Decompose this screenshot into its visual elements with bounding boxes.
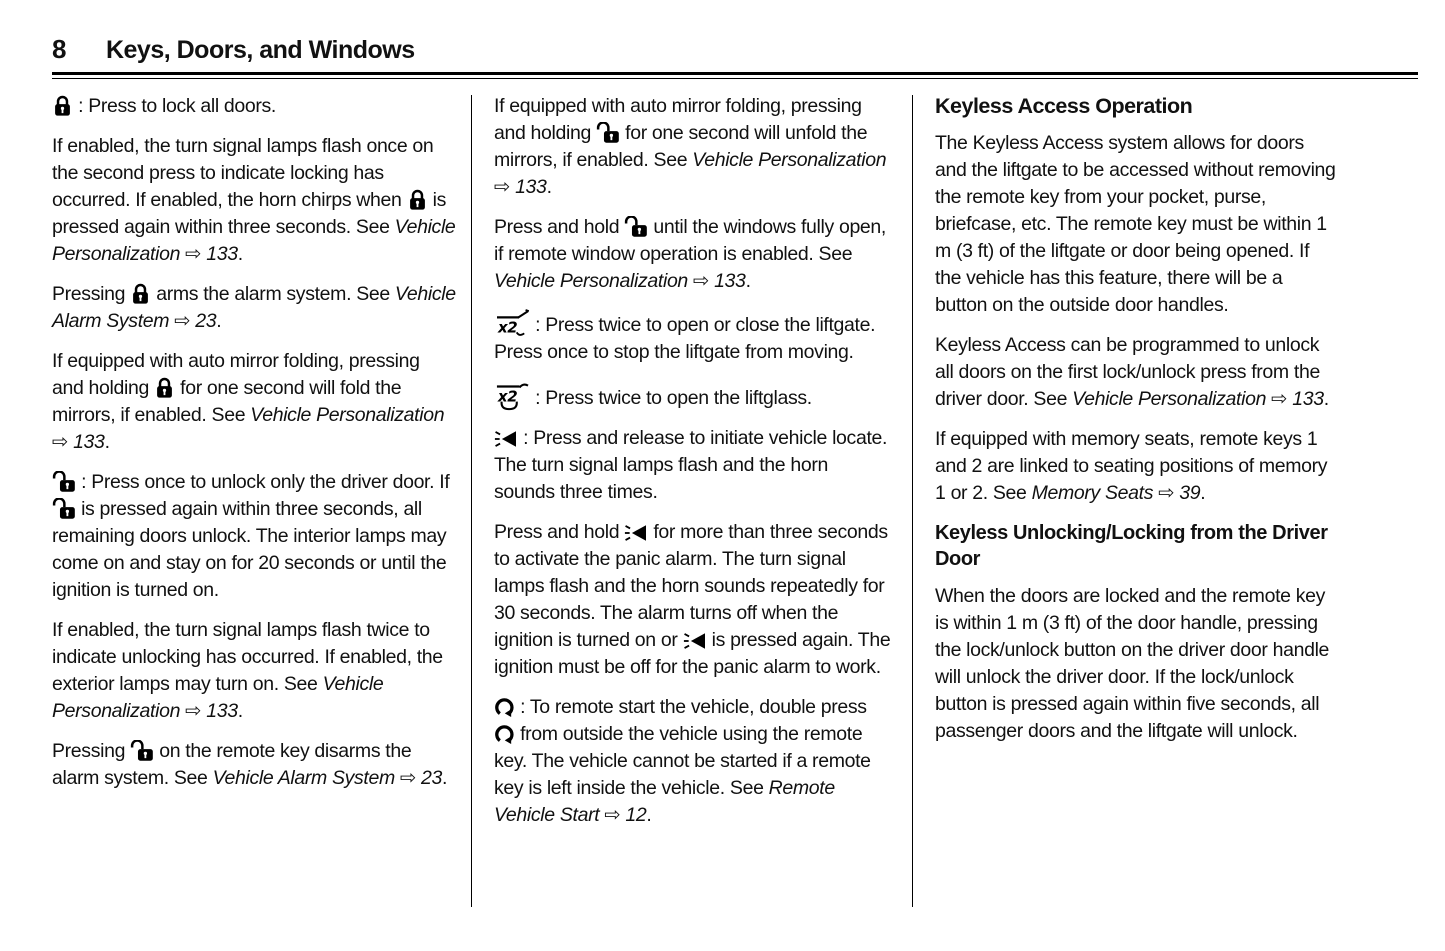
cross-reference: Vehicle Personalization [1072,388,1267,410]
liftglass-x2-icon [494,379,530,411]
paragraph: x2 : Press twice to open the liftglass. [494,379,892,412]
cross-reference: 23 [195,310,217,332]
cross-reference: Remote Vehicle Start [494,777,835,826]
paragraph: x2 : Press twice to open or close the liftgate. Press once to stop the liftgate from moving. [494,308,892,366]
paragraph: Pressing on the remote key disarms the alarm system. See Vehicle Alarm System ⇨ 23. [52,740,448,789]
cross-reference: 133 [714,270,746,292]
cross-reference: Vehicle Personalization [250,404,445,426]
three-column-layout [52,93,1418,907]
paragraph: If equipped with memory seats, remote keys 1 and 2 are linked to seating positions of memory 1 or 2. See Memory Seats ⇨ 39. [935,428,1328,504]
cross-reference: 12 [625,804,647,826]
cross-reference: Vehicle Personalization [692,149,887,171]
page-title: Keys, Doors, and Windows [105,36,415,64]
cross-reference: Vehicle Alarm System [212,767,395,789]
column-1 [52,93,456,907]
cross-reference: 23 [421,767,442,789]
lock-closed-icon [407,189,428,211]
cross-reference: 39 [1179,482,1201,504]
cross-reference: 133 [73,431,105,453]
column-3 [935,93,1339,907]
cross-reference: Memory Seats [1031,482,1154,504]
cross-reference: Vehicle Alarm System [52,283,456,332]
header-rule [52,72,1418,79]
cross-reference: Vehicle Personalization [52,673,384,722]
paragraph: When the doors are locked and the remote key is within 1 m (3 ft) of the door handle, pressing the lock/unlock button on the driver door handle will unlock the driver door. If the lock/unlock button is pressed again within five seconds, all passenger doors and the liftgate will unlock. [935,585,1330,742]
paragraph: : Press to lock all doors. [52,93,456,120]
cross-reference: 133 [1292,388,1324,410]
paragraph: Pressing arms the alarm system. See Vehicle Alarm System ⇨ 23. [52,283,456,332]
vehicle-locate-horn-icon [624,523,648,543]
paragraph: : Press and release to initiate vehicle locate. The turn signal lamps flash and the horn sounds three times. [494,427,888,503]
svg-text:x2: x2 [497,318,518,337]
sub-heading: Keyless Unlocking/Locking from the Driver Door [935,522,1328,570]
lock-closed-icon [154,377,175,399]
cross-reference: 133 [206,243,238,265]
paragraph: : Press once to unlock only the driver door. If is pressed again within three seconds, all remaining doors unlock. The interior lamps may come on and stay on for 20 seconds or until the ignition is turned on. [52,471,450,601]
paragraph: Keyless Access can be programmed to unlock all doors on the first lock/unlock press from the driver door. See Vehicle Personalization ⇨ 133. [935,334,1329,410]
paragraph: If equipped with auto mirror folding, pressing and holding for one second will fold the mirrors, if enabled. See Vehicle Personalization ⇨ 133. [52,350,445,453]
paragraph: If equipped with auto mirror folding, pressing and holding for one second will unfold the mirrors, if enabled. See Vehicle Personalization ⇨ 133. [494,95,887,198]
cross-reference: Vehicle Personalization [494,270,688,292]
remote-start-icon [494,696,515,718]
svg-text:x2: x2 [497,387,518,406]
cross-reference: 133 [515,176,547,198]
cross-reference: Vehicle Personalization [52,216,456,265]
liftgate-x2-icon [494,308,530,338]
paragraph: : To remote start the vehicle, double press from outside the vehicle using the remote key. The vehicle cannot be started if a remote key is left inside the vehicle. See Remote Vehicle Start ⇨ 12. [494,696,871,826]
paragraph: If enabled, the turn signal lamps flash once on the second press to indicate locking has occurred. If enabled, the horn chirps when is pressed again within three seconds. See Vehicle Personalization ⇨ 133. [52,135,456,265]
cross-reference: 133 [206,700,238,722]
lock-open-icon [596,122,620,144]
paragraph: The Keyless Access system allows for doors and the liftgate to be accessed without removing the remote key from your pocket, purse, briefcase, etc. The remote key must be within 1 m (3 ft) of the liftgate or door being opened. If the vehicle has this feature, there will be a button on the outside door handles. [935,132,1336,316]
lock-open-icon [624,216,648,238]
vehicle-locate-horn-icon [494,429,518,449]
lock-closed-icon [130,283,151,305]
lock-open-icon [52,498,76,520]
paragraph: Press and hold for more than three seconds to activate the panic alarm. The turn signal lamps flash and the horn sounds repeatedly for 30 seconds. The alarm turns off when the ignition is turned on or is pressed again. The ignition must be off for the panic alarm to work. [494,521,891,678]
section-heading: Keyless Access Operation [935,94,1193,118]
page-header [52,34,1418,65]
page-number: 8 [52,34,66,64]
lock-open-icon [130,740,154,762]
paragraph: If enabled, the turn signal lamps flash twice to indicate unlocking has occurred. If enabled, the exterior lamps may turn on. See Vehicle Personalization ⇨ 133. [52,619,443,722]
remote-start-icon [494,723,515,745]
column-2 [494,93,892,907]
lock-open-icon [52,471,76,493]
vehicle-locate-horn-icon [683,631,707,651]
paragraph: Press and hold until the windows fully open, if remote window operation is enabled. See Vehicle Personalization ⇨ 133. [494,216,886,292]
lock-closed-icon [52,95,73,117]
column-divider [912,95,913,907]
column-divider [471,95,472,907]
